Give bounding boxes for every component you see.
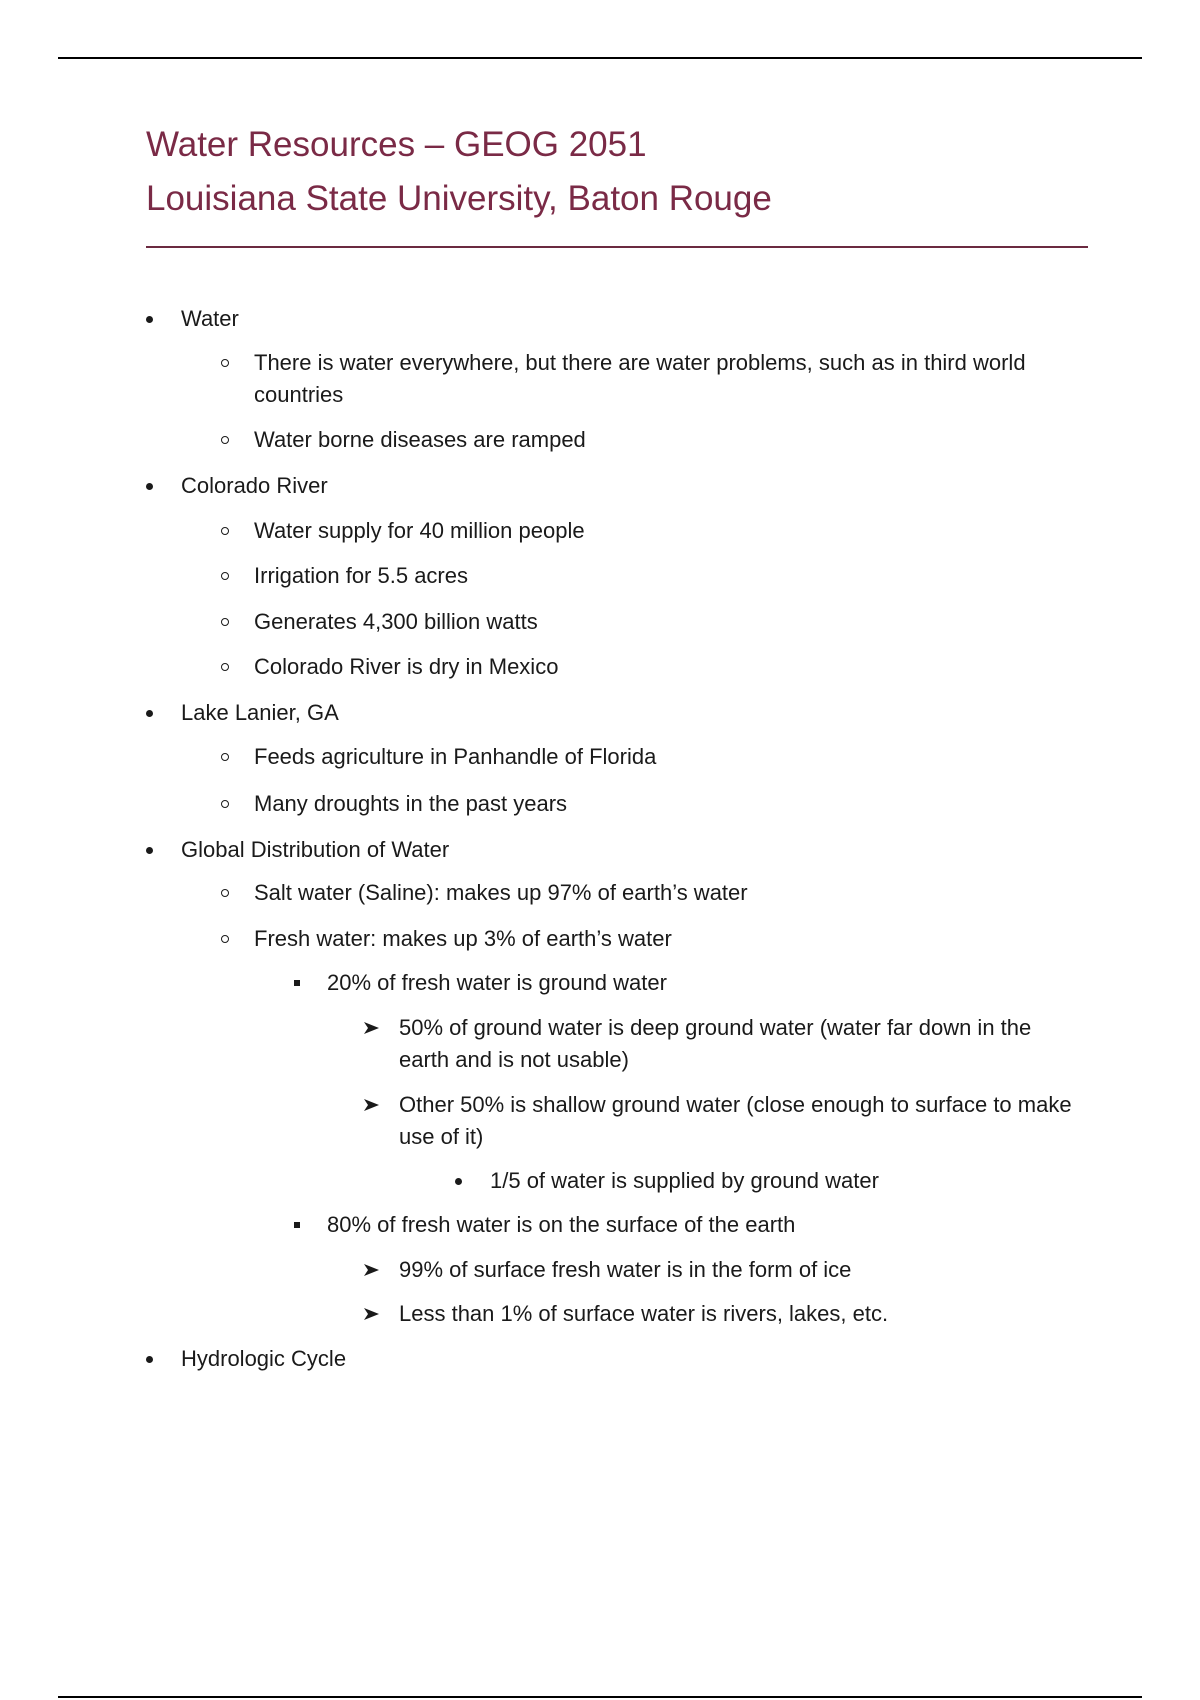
circle-bullet-icon	[221, 527, 229, 535]
bullet-icon	[455, 1178, 462, 1185]
list-item: Global Distribution of Water	[181, 834, 1081, 866]
title-course: Water Resources – GEOG 2051	[146, 125, 647, 164]
circle-bullet-icon	[221, 753, 229, 761]
circle-bullet-icon	[221, 800, 229, 808]
arrow-bullet-icon	[363, 1298, 381, 1330]
list-item: Irrigation for 5.5 acres	[254, 560, 1054, 592]
page-top-rule	[58, 57, 1142, 59]
page-bottom-rule	[58, 1696, 1142, 1698]
list-item: Lake Lanier, GA	[181, 697, 1081, 729]
circle-bullet-icon	[221, 889, 229, 897]
arrow-bullet-icon	[363, 1012, 381, 1044]
arrow-bullet-icon	[363, 1089, 381, 1121]
list-item: Salt water (Saline): makes up 97% of earth’s water	[254, 877, 1054, 909]
bullet-icon	[146, 710, 153, 717]
list-item: 50% of ground water is deep ground water (water far down in the earth and is not usable)	[399, 1012, 1079, 1076]
square-bullet-icon	[294, 980, 300, 986]
title-university: Louisiana State University, Baton Rouge	[146, 179, 772, 218]
square-bullet-icon	[294, 1222, 300, 1228]
list-item: There is water everywhere, but there are water problems, such as in third world countries	[254, 347, 1054, 411]
list-item: Many droughts in the past years	[254, 788, 1054, 820]
bullet-icon	[146, 847, 153, 854]
list-item: Colorado River	[181, 470, 1081, 502]
list-item: Fresh water: makes up 3% of earth’s water	[254, 923, 1054, 955]
list-item: Less than 1% of surface water is rivers, lakes, etc.	[399, 1298, 1079, 1330]
list-item: Colorado River is dry in Mexico	[254, 651, 1054, 683]
list-item: 20% of fresh water is ground water	[327, 967, 1107, 999]
circle-bullet-icon	[221, 618, 229, 626]
list-item: Generates 4,300 billion watts	[254, 606, 1054, 638]
list-item: Hydrologic Cycle	[181, 1343, 1081, 1375]
list-item: 80% of fresh water is on the surface of the earth	[327, 1209, 1107, 1241]
circle-bullet-icon	[221, 663, 229, 671]
list-item: Water	[181, 303, 1081, 335]
list-item: Water borne diseases are ramped	[254, 424, 1054, 456]
document-title	[146, 118, 1086, 226]
circle-bullet-icon	[221, 359, 229, 367]
bullet-icon	[146, 316, 153, 323]
circle-bullet-icon	[221, 436, 229, 444]
list-item: Feeds agriculture in Panhandle of Florida	[254, 741, 1054, 773]
list-item: Water supply for 40 million people	[254, 515, 1054, 547]
circle-bullet-icon	[221, 572, 229, 580]
title-divider	[146, 246, 1088, 248]
list-item: 99% of surface fresh water is in the form of ice	[399, 1254, 1079, 1286]
circle-bullet-icon	[221, 935, 229, 943]
list-item: 1/5 of water is supplied by ground water	[490, 1165, 1090, 1197]
bullet-icon	[146, 1356, 153, 1363]
arrow-bullet-icon	[363, 1254, 381, 1286]
list-item: Other 50% is shallow ground water (close enough to surface to make use of it)	[399, 1089, 1079, 1153]
bullet-icon	[146, 483, 153, 490]
